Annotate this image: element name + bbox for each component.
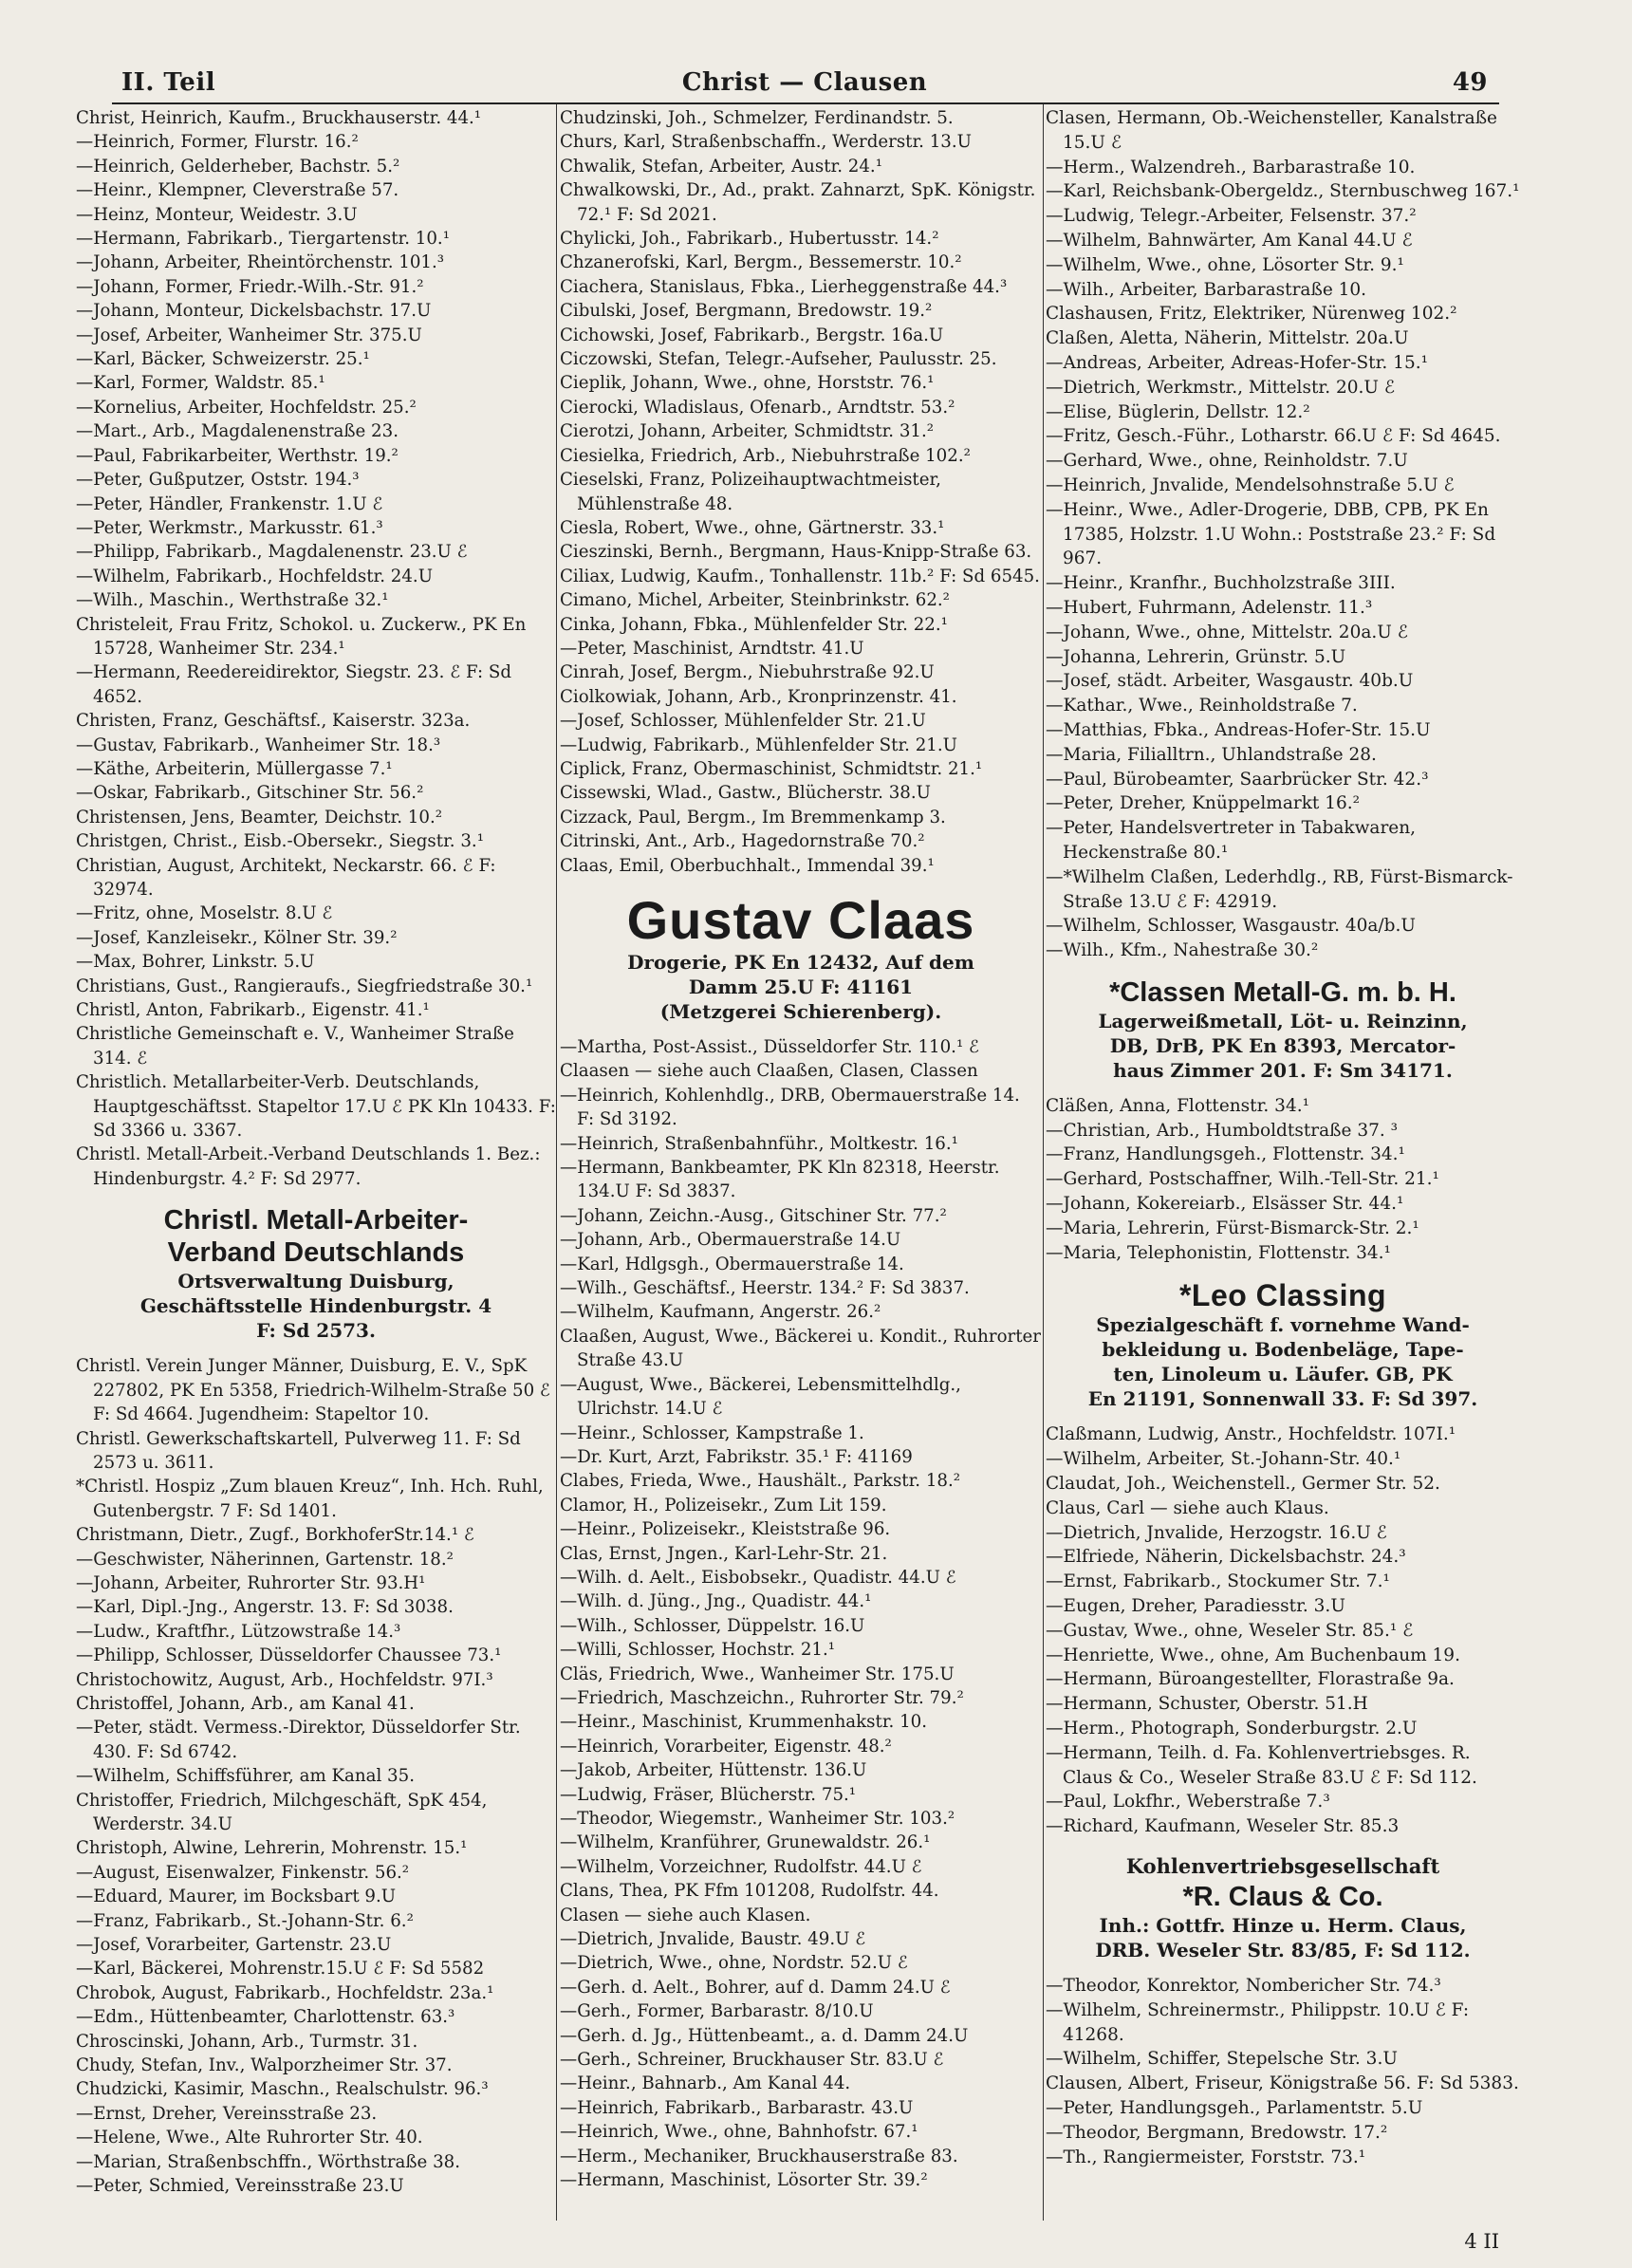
advert-line: Ortsverwaltung Duisburg, (177, 1270, 454, 1293)
directory-entry: Christoph, Alwine, Lehrerin, Mohrenstr. 15.¹ (76, 1838, 468, 1859)
directory-entry: —Wilhelm, Schiffer, Stepelsche Str. 3.U (1046, 2049, 1398, 2070)
directory-entry: Cierotzi, Johann, Arbeiter, Schmidtstr. 31.² (560, 421, 935, 442)
directory-entry: —Ludwig, Fräser, Blücherstr. 75.¹ (560, 1784, 857, 1805)
directory-entry: Christian, August, Architekt, Neckarstr. 66. ℰ F: 32974. (76, 855, 496, 900)
directory-entry: —Herm., Walzendreh., Barbarastraße 10. (1046, 157, 1416, 177)
directory-entry: —Karl, Dipl.-Jng., Angerstr. 13. F: Sd 3038. (76, 1597, 454, 1618)
directory-entry: —Karl, Bäckerei, Mohrenstr.15.U ℰ F: Sd 5582 (76, 1959, 485, 1980)
directory-entry: —Friedrich, Maschzeichn., Ruhrorter Str. 79.² (560, 1687, 964, 1708)
entry-list (1046, 1974, 1520, 2169)
directory-entry: —Josef, Schlosser, Mühlenfelder Str. 21.U (560, 711, 926, 732)
directory-entry: Chudzinski, Joh., Schmelzer, Ferdinandstr. 5. (560, 108, 954, 128)
directory-entry: Christen, Franz, Geschäftsf., Kaiserstr. 323a. (76, 711, 471, 732)
directory-entry: —Peter, städt. Vermess.-Direktor, Düsseldorfer Str. 430. F: Sd 6742. (76, 1718, 521, 1762)
directory-entry: —Oskar, Fabrikarb., Gitschiner Str. 56.² (76, 783, 424, 804)
entry-list (76, 106, 556, 1191)
directory-entry: —Gustav, Wwe., ohne, Weseler Str. 85.¹ ℰ (1046, 1620, 1414, 1641)
directory-entry: Cichowski, Josef, Fabrikarb., Bergstr. 16a.U (560, 325, 944, 345)
directory-entry: —Wilh. d. Aelt., Eisbobsekr., Quadistr. 44.U ℰ (560, 1567, 956, 1588)
directory-entry: Ciplick, Franz, Obermaschinist, Schmidtstr. 21.¹ (560, 758, 983, 779)
directory-entry: Cimano, Michel, Arbeiter, Steinbrinkstr. 62.² (560, 590, 950, 611)
advert-title: *Leo Classing (1178, 1278, 1387, 1313)
directory-entry: —Theodor, Bergmann, Bredowstr. 17.² (1046, 2122, 1388, 2143)
directory-entry: Cinrah, Josef, Bergm., Niebuhrstraße 92.U (560, 662, 935, 683)
directory-entry: Clashausen, Fritz, Elektriker, Nürenweg 102.² (1046, 304, 1457, 325)
directory-entry: Citrinski, Ant., Arb., Hagedornstraße 70.² (560, 831, 925, 852)
directory-entry: Claasen — siehe auch Claaßen, Clasen, Classen (560, 1061, 978, 1082)
directory-entry: —Josef, Arbeiter, Wanheimer Str. 375.U (76, 325, 422, 345)
directory-entry: —Maria, Telephonistin, Flottenstr. 34.¹ (1046, 1242, 1391, 1263)
directory-entry: —Christian, Arb., Humboldtstraße 37. ³ (1046, 1120, 1399, 1141)
directory-entry: Chylicki, Joh., Fabrikarb., Hubertusstr. 14.² (560, 229, 939, 250)
directory-entry: Cinka, Johann, Fbka., Mühlenfelder Str. 22.¹ (560, 614, 948, 635)
directory-entry: —Eduard, Maurer, im Bocksbart 9.U (76, 1887, 397, 1907)
directory-entry: —Wilhelm, Kaufmann, Angerstr. 26.² (560, 1302, 881, 1323)
directory-entry: Christl. Gewerkschaftskartell, Pulverweg 11. F: Sd 2573 u. 3611. (76, 1428, 521, 1473)
directory-entry: —Wilh., Schlosser, Düppelstr. 16.U (560, 1615, 865, 1636)
directory-entry: —Eugen, Dreher, Paradiesstr. 3.U (1046, 1596, 1345, 1617)
advert-line: En 21191, Sonnenwall 33. F: Sd 397. (1087, 1387, 1478, 1411)
directory-entry: —Peter, Handlungsgeh., Parlamentstr. 5.U (1046, 2098, 1423, 2118)
directory-entry: Chroscinski, Johann, Arb., Turmstr. 31. (76, 2031, 418, 2052)
advert-gustav-claas (560, 891, 1042, 1024)
directory-entry: Claas, Emil, Oberbuchhalt., Immendal 39.¹ (560, 855, 935, 876)
directory-entry: Ciliax, Ludwig, Kaufm., Tonhallenstr. 11b.² F: Sd 6545. (560, 566, 1040, 586)
directory-entry: —Andreas, Arbeiter, Adreas-Hofer-Str. 15.¹ (1046, 352, 1429, 373)
advert-line: DRB. Weseler Str. 83/85, F: Sd 112. (1095, 1939, 1471, 1962)
running-head (121, 68, 1488, 101)
directory-entry: —Peter, Maschinist, Arndtstr. 41.U (560, 638, 864, 659)
directory-entry: —Kornelius, Arbeiter, Hochfeldstr. 25.² (76, 397, 417, 418)
directory-entry: —Herm., Mechaniker, Bruckhauserstraße 83. (560, 2146, 958, 2166)
signature-mark: 4 II (1464, 2230, 1499, 2253)
directory-entry: Cibulski, Josef, Bergmann, Bredowstr. 19.² (560, 301, 933, 322)
advert-line: Drogerie, PK En 12432, Auf dem (627, 951, 974, 974)
advert-r-claus (1046, 1852, 1520, 1962)
directory-entry: Chzanerofski, Karl, Bergm., Bessemerstr. 10.² (560, 252, 962, 273)
directory-entry: Christeleit, Frau Fritz, Schokol. u. Zuckerw., PK En 15728, Wanheimer Str. 234.¹ (76, 614, 527, 659)
directory-entry: Clausen, Albert, Friseur, Königstraße 56. F: Sd 5383. (1046, 2073, 1519, 2094)
directory-entry: —Franz, Handlungsgeh., Flottenstr. 34.¹ (1046, 1144, 1405, 1165)
directory-entry: —Elise, Büglerin, Dellstr. 12.² (1046, 401, 1310, 422)
directory-entry: —Maria, Filialltrn., Uhlandstraße 28. (1046, 744, 1377, 765)
advert-line: (Metzgerei Schierenberg). (659, 1000, 942, 1023)
advert-line: Kohlenvertriebsgesellschaft (1125, 1854, 1440, 1879)
page-number: 49 (1452, 68, 1488, 97)
directory-entry: Chudzicki, Kasimir, Maschn., Realschulstr. 96.³ (76, 2079, 489, 2100)
advert-leo-classing (1046, 1278, 1520, 1411)
directory-entry: Claus, Carl — siehe auch Klaus. (1046, 1497, 1329, 1518)
directory-entry: Claßmann, Ludwig, Anstr., Hochfeldstr. 107I.¹ (1046, 1424, 1456, 1445)
directory-entry: —Ludwig, Fabrikarb., Mühlenfelder Str. 21.U (560, 734, 957, 755)
directory-entry: —Dietrich, Wwe., ohne, Nordstr. 52.U ℰ (560, 1953, 908, 1974)
directory-entry: Cierocki, Wladislaus, Ofenarb., Arndtstr. 53.² (560, 397, 955, 418)
directory-entry: —Wilhelm, Vorzeichner, Rudolfstr. 44.U ℰ (560, 1856, 922, 1877)
directory-entry: —*Wilhelm Claßen, Lederhdlg., RB, Fürst-Bismarck-Straße 13.U ℰ F: 42919. (1046, 866, 1513, 912)
advert-classen-metall (1046, 976, 1520, 1083)
directory-entry: —Heinrich, Fabrikarb., Barbarastr. 43.U (560, 2097, 914, 2118)
directory-entry: —Heinrich, Vorarbeiter, Eigenstr. 48.² (560, 1736, 892, 1757)
directory-entry: Cieszinski, Bernh., Bergmann, Haus-Knipp-Straße 63. (560, 542, 1032, 563)
directory-entry: Cissewski, Wlad., Gastw., Blücherstr. 38.U (560, 783, 931, 804)
directory-entry: —Wilh. d. Jüng., Jng., Quadistr. 44.¹ (560, 1591, 872, 1612)
advert-line: Damm 25.U F: 41161 (688, 976, 914, 998)
directory-entry: —Peter, Gußputzer, Oststr. 194.³ (76, 470, 360, 491)
directory-entry: —Wilhelm, Schlosser, Wasgaustr. 40a/b.U (1046, 916, 1416, 937)
directory-entry: Churs, Karl, Straßenbschaffn., Werderstr. 13.U (560, 132, 972, 153)
directory-entry: Chudy, Stefan, Inv., Walporzheimer Str. 37. (76, 2055, 453, 2076)
directory-entry: —Peter, Händler, Frankenstr. 1.U ℰ (76, 493, 383, 514)
section-label: II. Teil (121, 68, 216, 97)
directory-entry: —Matthias, Fbka., Andreas-Hofer-Str. 15.U (1046, 719, 1431, 740)
directory-entry: —Wilh., Kfm., Nahestraße 30.² (1046, 940, 1319, 961)
directory-entry: Ciesla, Robert, Wwe., ohne, Gärtnerstr. 33.¹ (560, 517, 945, 538)
directory-entry: Ciachera, Stanislaus, Fbka., Lierheggenstraße 44.³ (560, 276, 1008, 297)
directory-entry: Cläßen, Anna, Flottenstr. 34.¹ (1046, 1095, 1310, 1116)
entry-list (1046, 106, 1520, 963)
directory-entry: Clans, Thea, PK Ffm 101208, Rudolfstr. 44. (560, 1881, 939, 1902)
page-range-title: Christ — Clausen (681, 68, 928, 97)
directory-entry: —Karl, Hdlgsgh., Obermauerstraße 14. (560, 1254, 904, 1274)
directory-entry: Christ, Heinrich, Kaufm., Bruckhauserstr. 44.¹ (76, 108, 482, 128)
directory-entry: —Geschwister, Näherinnen, Gartenstr. 18.² (76, 1549, 454, 1570)
directory-entry: Claßen, Aletta, Näherin, Mittelstr. 20a.U (1046, 328, 1409, 349)
directory-entry: —Wilhelm, Bahnwärter, Am Kanal 44.U ℰ (1046, 230, 1413, 251)
directory-entry: —August, Wwe., Bäckerei, Lebensmittelhdlg., Ulrichstr. 14.U ℰ (560, 1374, 961, 1420)
directory-entry: Chrobok, August, Fabrikarb., Hochfeldstr. 23a.¹ (76, 1982, 494, 2003)
directory-entry: Clabes, Frieda, Wwe., Haushält., Parkstr. 18.² (560, 1471, 961, 1492)
directory-entry: —Johann, Arb., Obermauerstraße 14.U (560, 1230, 901, 1251)
advert-line: DB, DrB, PK En 8393, Mercator- (1109, 1033, 1456, 1057)
advert-title: *Classen Metall-G. m. b. H. (1109, 976, 1456, 1008)
advert-title: Christl. Metall-Arbeiter- (163, 1205, 469, 1236)
directory-entry: —Wilhelm, Schiffsführer, am Kanal 35. (76, 1766, 415, 1787)
directory-entry: —Heinr., Kranfhr., Buchholzstraße 3III. (1046, 573, 1396, 594)
directory-entry: —Willi, Schlosser, Hochstr. 21.¹ (560, 1640, 836, 1661)
column-divider (1043, 104, 1044, 2221)
advert-title: Gustav Claas (626, 890, 975, 950)
directory-entry: —Heinrich, Wwe., ohne, Bahnhofstr. 67.¹ (560, 2122, 918, 2143)
advert-line: haus Zimmer 201. F: Sm 34171. (1113, 1058, 1453, 1082)
directory-entry: —Maria, Lehrerin, Fürst-Bismarck-Str. 2.¹ (1046, 1218, 1419, 1238)
directory-entry: —Fritz, ohne, Moselstr. 8.U ℰ (76, 903, 333, 924)
directory-entry: Christl. Verein Junger Männer, Duisburg, E. V., SpK 227802, PK En 5358, Friedrich-Wilhelm-Straße 50 ℰ F: Sd 4664. Jugendheim: Stapeltor 10. (76, 1356, 550, 1425)
directory-entry: —Wilhelm, Wwe., ohne, Lösorter Str. 9.¹ (1046, 254, 1404, 275)
directory-entry: —Paul, Fabrikarbeiter, Werthstr. 19.² (76, 445, 399, 466)
directory-entry: —Gerh., Schreiner, Bruckhauser Str. 83.U ℰ (560, 2050, 944, 2071)
directory-entry: Clasen — siehe auch Klasen. (560, 1905, 811, 1925)
directory-entry: —Heinrich, Straßenbahnführ., Moltkestr. 16.¹ (560, 1133, 958, 1154)
directory-entry: Cieplik, Johann, Wwe., ohne, Horststr. 76.¹ (560, 373, 935, 394)
directory-entry: —Josef, Vorarbeiter, Gartenstr. 23.U (76, 1935, 392, 1956)
directory-entry: —Hermann, Büroangestellter, Florastraße 9a. (1046, 1669, 1455, 1690)
advert-line: Geschäftsstelle Hindenburgstr. 4 (139, 1294, 492, 1318)
directory-entry: Christians, Gust., Rangieraufs., Siegfriedstraße 30.¹ (76, 976, 533, 996)
directory-entry: —Peter, Dreher, Knüppelmarkt 16.² (1046, 793, 1361, 814)
column-3 (1046, 106, 1520, 2169)
advert-line: F: Sd 2573. (256, 1319, 376, 1343)
directory-entry: —Heinr., Maschinist, Krummenhakstr. 10. (560, 1712, 927, 1733)
directory-entry: —Johann, Monteur, Dickelsbachstr. 17.U (76, 301, 432, 322)
directory-entry: —Ernst, Fabrikarb., Stockumer Str. 7.¹ (1046, 1571, 1390, 1592)
advert-christl-metall (76, 1204, 556, 1343)
directory-entry: —Th., Rangiermeister, Forststr. 73.¹ (1046, 2147, 1366, 2167)
directory-entry: —Hermann, Reedereidirektor, Siegstr. 23. ℰ F: Sd 4652. (76, 662, 512, 707)
directory-entry: Christl, Anton, Fabrikarb., Eigenstr. 41.¹ (76, 1000, 430, 1021)
directory-entry: —Marian, Straßenbschffn., Wörthstraße 38. (76, 2151, 460, 2172)
entry-list (560, 106, 1042, 878)
directory-entry: —Karl, Reichsbank-Obergeldz., Sternbuschweg 167.¹ (1046, 181, 1520, 202)
directory-entry: —August, Eisenwalzer, Finkenstr. 56.² (76, 1862, 410, 1883)
directory-entry: Christmann, Dietr., Zugf., BorkhoferStr.14.¹ ℰ (76, 1525, 474, 1546)
directory-entry: —Wilh., Maschin., Werthstraße 32.¹ (76, 590, 389, 611)
directory-entry: —Gerh. d. Jg., Hüttenbeamt., a. d. Damm 24.U (560, 2025, 969, 2046)
directory-entry: Clas, Ernst, Jngen., Karl-Lehr-Str. 21. (560, 1543, 888, 1564)
column-divider (556, 104, 557, 2221)
directory-entry: —Franz, Fabrikarb., St.-Johann-Str. 6.² (76, 1910, 414, 1931)
directory-entry: —Heinr., Bahnarb., Am Kanal 44. (560, 2073, 851, 2094)
directory-entry: —Gerhard, Postschaffner, Wilh.-Tell-Str. 21.¹ (1046, 1169, 1439, 1190)
directory-entry: —Gerh., Former, Barbarastr. 8/10.U (560, 2001, 874, 2022)
directory-entry: —Philipp, Fabrikarb., Magdalenenstr. 23.U ℰ (76, 542, 468, 563)
directory-entry: —Dietrich, Jnvalide, Herzogstr. 16.U ℰ (1046, 1522, 1387, 1543)
directory-entry: —Jakob, Arbeiter, Hüttenstr. 136.U (560, 1760, 867, 1781)
directory-entry: —Johann, Wwe., ohne, Mittelstr. 20a.U ℰ (1046, 622, 1408, 642)
directory-entry: Claudat, Joh., Weichenstell., Germer Str. 52. (1046, 1474, 1440, 1495)
advert-title: Verband Deutschlands (167, 1237, 465, 1269)
advert-line: bekleidung u. Bodenbeläge, Tape- (1102, 1338, 1464, 1362)
directory-entry: —Paul, Lokfhr., Weberstraße 7.³ (1046, 1792, 1330, 1813)
directory-entry: —Ernst, Dreher, Vereinsstraße 23. (76, 2103, 378, 2124)
directory-entry: —Peter, Werkmstr., Markusstr. 61.³ (76, 517, 383, 538)
directory-entry: —Mart., Arb., Magdalenenstraße 23. (76, 421, 399, 442)
directory-entry: —Kathar., Wwe., Reinholdstraße 7. (1046, 696, 1358, 716)
directory-entry: —Johann, Arbeiter, Ruhrorter Str. 93.H¹ (76, 1572, 426, 1593)
directory-entry: *Christl. Hospiz „Zum blauen Kreuz“, Inh. Hch. Ruhl, Gutenbergstr. 7 F: Sd 1401. (76, 1477, 544, 1521)
directory-entry: —Fritz, Gesch.-Führ., Lotharstr. 66.U ℰ F: Sd 4645. (1046, 426, 1501, 447)
directory-entry: Chwalkowski, Dr., Ad., prakt. Zahnarzt, SpK. Königstr. 72.¹ F: Sd 2021. (560, 180, 1036, 225)
directory-entry: —Richard, Kaufmann, Weseler Str. 85.3 (1046, 1816, 1400, 1837)
directory-entry: —Josef, städt. Arbeiter, Wasgaustr. 40b.U (1046, 671, 1414, 692)
directory-entry: —Martha, Post-Assist., Düsseldorfer Str. 110.¹ ℰ (560, 1037, 980, 1057)
directory-entry: —Wilhelm, Arbeiter, St.-Johann-Str. 40.¹ (1046, 1449, 1401, 1470)
directory-entry: —Johann, Zeichn.-Ausg., Gitschiner Str. 77.² (560, 1205, 947, 1226)
directory-entry: —Dietrich, Jnvalide, Baustr. 49.U ℰ (560, 1929, 866, 1950)
directory-entry: Clamor, H., Polizeisekr., Zum Lit 159. (560, 1495, 887, 1515)
directory-entry: Christoffer, Friedrich, Milchgeschäft, SpK 454, Werderstr. 34.U (76, 1790, 488, 1834)
directory-entry: —Johann, Former, Friedr.-Wilh.-Str. 91.² (76, 276, 424, 297)
directory-entry: —Dietrich, Werkmstr., Mittelstr. 20.U ℰ (1046, 377, 1396, 398)
directory-entry: Cizzack, Paul, Bergm., Im Bremmenkamp 3. (560, 807, 946, 827)
directory-entry: —Gustav, Fabrikarb., Wanheimer Str. 18.³ (76, 734, 441, 755)
entry-list (1046, 1422, 1520, 1839)
header-rule (112, 102, 1499, 104)
directory-entry: —Philipp, Schlosser, Düsseldorfer Chaussee 73.¹ (76, 1645, 502, 1666)
directory-entry: Christoffel, Johann, Arb., am Kanal 41. (76, 1693, 415, 1714)
directory-entry: Chwalik, Stefan, Arbeiter, Austr. 24.¹ (560, 156, 882, 177)
directory-entry: —Ludw., Kraftfhr., Lützowstraße 14.³ (76, 1621, 401, 1642)
directory-entry: Christliche Gemeinschaft e. V., Wanheimer Straße 314. ℰ (76, 1024, 514, 1069)
directory-entry: —Elfriede, Näherin, Dickelsbachstr. 24.³ (1046, 1547, 1406, 1568)
directory-entry: Cieselski, Franz, Polizeihauptwachtmeister, Mühlenstraße 48. (560, 470, 941, 514)
directory-entry: —Heinz, Monteur, Weidestr. 3.U (76, 204, 358, 225)
directory-entry: Claaßen, August, Wwe., Bäckerei u. Kondit., Ruhrorter Straße 43.U (560, 1326, 1041, 1371)
directory-entry: —Hubert, Fuhrmann, Adelenstr. 11.³ (1046, 597, 1373, 618)
entry-list (560, 1035, 1042, 2193)
directory-entry: —Theodor, Wiegemstr., Wanheimer Str. 103.² (560, 1809, 955, 1829)
directory-entry: —Heinr., Wwe., Adler-Drogerie, DBB, CPB, PK En 17385, Holzstr. 1.U Wohn.: Poststraße 23.² F: Sd 967. (1046, 499, 1496, 569)
column-2 (560, 106, 1042, 2193)
advert-line: ten, Linoleum u. Läufer. GB, PK (1113, 1363, 1453, 1386)
directory-entry: —Gerhard, Wwe., ohne, Reinholdstr. 7.U (1046, 451, 1408, 472)
directory-entry: Christochowitz, August, Arb., Hochfeldstr. 97I.³ (76, 1669, 493, 1690)
directory-entry: —Peter, Handelsvertreter in Tabakwaren, Heckenstraße 80.¹ (1046, 818, 1417, 863)
advert-line: Inh.: Gottfr. Hinze u. Herm. Claus, (1099, 1914, 1467, 1938)
advert-title: *R. Claus & Co. (1182, 1882, 1383, 1913)
directory-entry: Clasen, Hermann, Ob.-Weichensteller, Kanalstraße 15.U ℰ (1046, 108, 1497, 153)
directory-entry: —Hermann, Maschinist, Lösorter Str. 39.² (560, 2170, 928, 2191)
directory-entry: —Wilh., Arbeiter, Barbarastraße 10. (1046, 279, 1367, 300)
directory-entry: —Helene, Wwe., Alte Ruhrorter Str. 40. (76, 2128, 423, 2148)
directory-entry: —Hermann, Schuster, Oberstr. 51.H (1046, 1694, 1368, 1715)
directory-entry: —Theodor, Konrektor, Nombericher Str. 74.³ (1046, 1976, 1441, 1997)
directory-entry: Christensen, Jens, Beamter, Deichstr. 10.² (76, 807, 443, 827)
directory-entry: —Heinr., Klempner, Cleverstraße 57. (76, 180, 399, 201)
directory-entry: Ciczowski, Stefan, Telegr.-Aufseher, Paulusstr. 25. (560, 349, 997, 370)
directory-entry: —Hermann, Teilh. d. Fa. Kohlenvertriebsges. R. Claus & Co., Weseler Straße 83.U ℰ F: Sd 112. (1046, 1742, 1477, 1788)
directory-entry: —Karl, Bäcker, Schweizerstr. 25.¹ (76, 349, 370, 370)
directory-entry: Ciesielka, Friedrich, Arb., Niebuhrstraße 102.² (560, 445, 971, 466)
directory-entry: —Ludwig, Telegr.-Arbeiter, Felsenstr. 37.² (1046, 206, 1417, 227)
directory-entry: —Hermann, Bankbeamter, PK Kln 82318, Heerstr. 134.U F: Sd 3837. (560, 1158, 1000, 1202)
directory-entry: —Dr. Kurt, Arzt, Fabrikstr. 35.¹ F: 41169 (560, 1446, 913, 1467)
directory-entry: Ciolkowiak, Johann, Arb., Kronprinzenstr. 41. (560, 686, 957, 707)
directory-entry: Christgen, Christ., Eisb.-Obersekr., Siegstr. 3.¹ (76, 831, 484, 852)
directory-entry: —Johann, Kokereiarb., Elsässer Str. 44.¹ (1046, 1194, 1404, 1215)
directory-entry: —Heinr., Polizeisekr., Kleiststraße 96. (560, 1519, 891, 1540)
directory-entry: —Edm., Hüttenbeamter, Charlottenstr. 63.³ (76, 2007, 455, 2028)
directory-entry: —Heinrich, Jnvalide, Mendelsohnstraße 5.U ℰ (1046, 474, 1455, 495)
column-1 (76, 106, 556, 2199)
directory-entry: Christlich. Metallarbeiter-Verb. Deutschlands, Hauptgeschäftsst. Stapeltor 17.U ℰ PK Kln 10433. F: Sd 3366 u. 3367. (76, 1072, 556, 1142)
directory-entry: —Herm., Photograph, Sonderburgstr. 2.U (1046, 1719, 1418, 1739)
advert-line: Lagerweißmetall, Löt- u. Reinzinn, (1098, 1009, 1468, 1032)
directory-entry: —Karl, Former, Waldstr. 85.¹ (76, 373, 325, 394)
directory-entry: —Heinrich, Gelderheber, Bachstr. 5.² (76, 156, 400, 177)
directory-entry: —Wilh., Geschäftsf., Heerstr. 134.² F: Sd 3837. (560, 1278, 970, 1299)
directory-entry: —Gerh. d. Aelt., Bohrer, auf d. Damm 24.U ℰ (560, 1977, 951, 1998)
directory-entry: —Wilhelm, Schreinermstr., Philippstr. 10.U ℰ F: 41268. (1046, 1999, 1470, 2045)
directory-entry: —Johanna, Lehrerin, Grünstr. 5.U (1046, 646, 1346, 667)
directory-entry: —Paul, Bürobeamter, Saarbrücker Str. 42.³ (1046, 769, 1429, 790)
directory-entry: Christl. Metall-Arbeit.-Verband Deutschlands 1. Bez.: Hindenburgstr. 4.² F: Sd 2977. (76, 1144, 541, 1189)
entry-list (76, 1354, 556, 2198)
directory-entry: —Heinrich, Kohlenhdlg., DRB, Obermauerstraße 14. F: Sd 3192. (560, 1085, 1020, 1130)
advert-line: Spezialgeschäft f. vornehme Wand- (1096, 1313, 1470, 1337)
directory-entry: —Wilhelm, Fabrikarb., Hochfeldstr. 24.U (76, 566, 434, 586)
directory-entry: —Heinrich, Former, Flurstr. 16.² (76, 132, 359, 153)
directory-entry: —Johann, Arbeiter, Rheintörchenstr. 101.³ (76, 252, 445, 273)
directory-entry: —Hermann, Fabrikarb., Tiergartenstr. 10.¹ (76, 229, 450, 250)
directory-entry: —Peter, Schmied, Vereinsstraße 23.U (76, 2176, 404, 2197)
directory-entry: —Heinr., Schlosser, Kampstraße 1. (560, 1422, 864, 1443)
entry-list (1046, 1094, 1520, 1266)
directory-entry: —Max, Bohrer, Linkstr. 5.U (76, 952, 315, 973)
directory-entry: —Henriette, Wwe., ohne, Am Buchenbaum 19. (1046, 1645, 1460, 1665)
directory-entry: Cläs, Friedrich, Wwe., Wanheimer Str. 175.U (560, 1664, 955, 1684)
directory-entry: —Käthe, Arbeiterin, Müllergasse 7.¹ (76, 758, 393, 779)
directory-entry: —Josef, Kanzleisekr., Kölner Str. 39.² (76, 927, 398, 948)
directory-entry: —Wilhelm, Kranführer, Grunewaldstr. 26.¹ (560, 1832, 931, 1853)
